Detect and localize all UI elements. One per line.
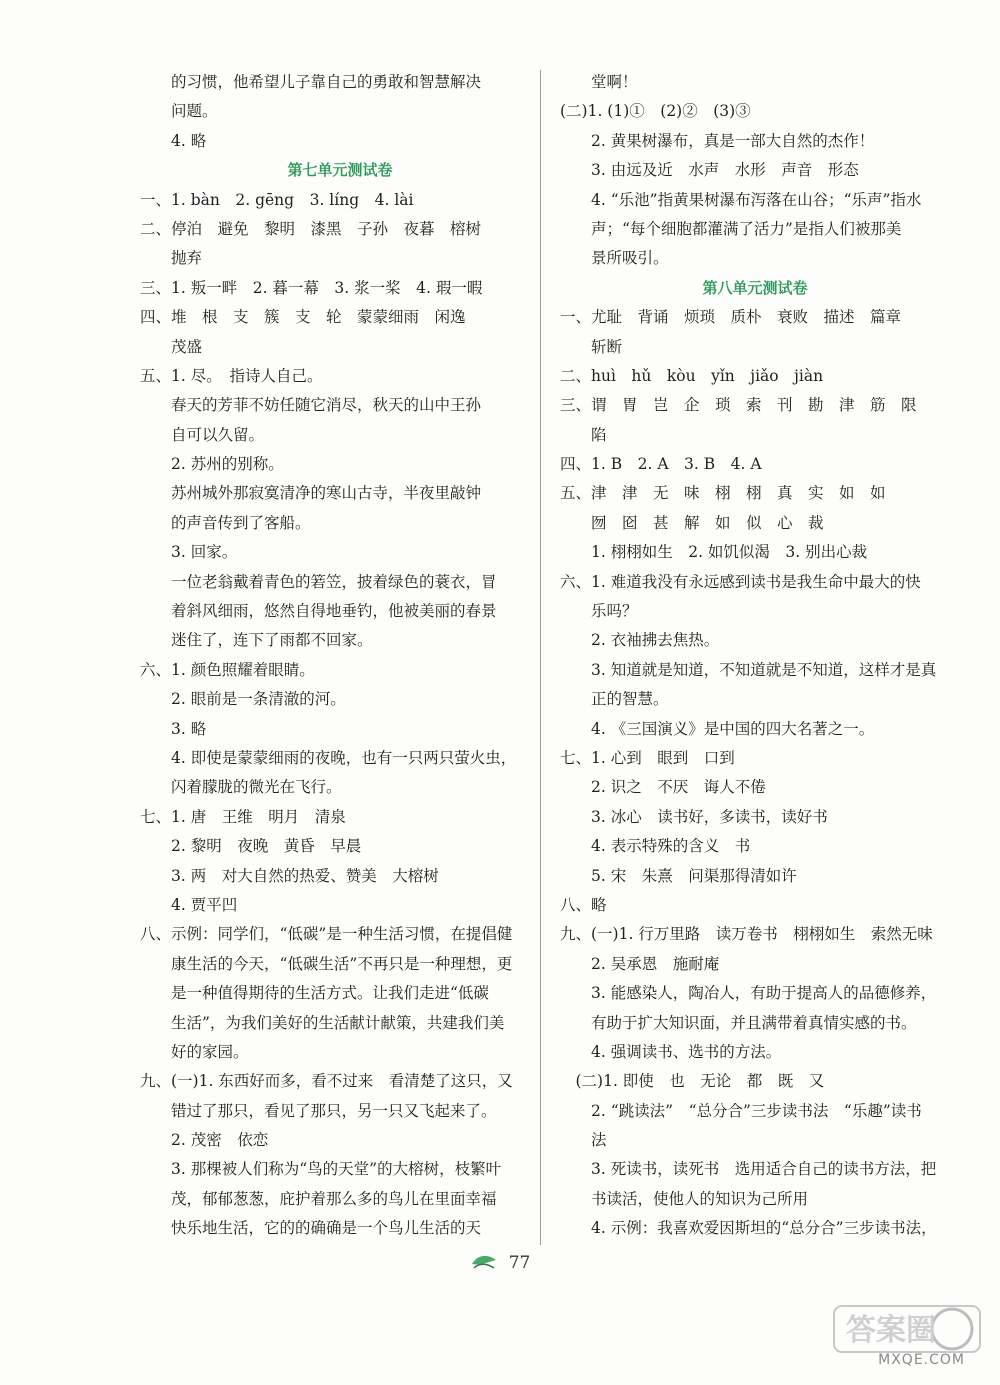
answer-line: 快乐地生活，它的的确确是一个鸟儿生活的天: [140, 1219, 482, 1238]
answer-line: 五、1. 尽。 指诗人自己。: [140, 366, 323, 385]
answer-line: 3. 冰心 读书好，多读书，读好书: [560, 807, 828, 826]
answer-line: 康生活的今天，“低碳生活”不再只是一种理想，更: [140, 954, 513, 973]
answer-line: 5. 宋 朱熹 问渠那得清如许: [560, 866, 797, 885]
answer-line: 陷: [560, 425, 607, 444]
answer-line: 3. 略: [140, 719, 207, 738]
answer-line: 4. 略: [140, 131, 207, 150]
answer-line: 六、1. 难道我没有永远感到读书是我生命中最大的快: [560, 572, 921, 591]
answer-line: 六、1. 颜色照耀着眼睛。: [140, 660, 315, 679]
answer-line: 堂啊！: [560, 73, 638, 91]
svg-text:答案圈: 答案圈: [846, 1313, 936, 1348]
answer-line: 3. 那棵被人们称为“鸟的天堂”的大榕树，枝繁叶: [140, 1160, 502, 1179]
answer-line: 九、(一)1. 行万里路 读万卷书 栩栩如生 索然无味: [560, 925, 933, 944]
answer-line: 四、堆 根 支 簇 支 轮 蒙蒙细雨 闲逸: [140, 308, 466, 327]
answer-line: 的声音传到了客船。: [140, 513, 311, 532]
answer-line: 好的家园。: [140, 1042, 249, 1061]
answer-line: 3. 由远及近 水声 水形 声音 形态: [560, 161, 859, 180]
answer-line: 二、停泊 避免 黎明 漆黑 子孙 夜暮 榕树: [140, 219, 482, 238]
answer-line: 2. 黄果树瀑布，真是一部大自然的杰作！: [560, 131, 875, 150]
watermark-url: MXQE.COM: [878, 1352, 965, 1368]
answer-line: 苏州城外那寂寞清净的寒山古寺，半夜里敲钟: [140, 484, 482, 503]
answer-line: 4. “乐池”指黄果树瀑布泻落在山谷；“乐声”指水: [560, 190, 922, 209]
answer-line: 4. 示例：我喜欢爱因斯坦的“总分合”三步读书法，: [560, 1219, 937, 1238]
answer-line: 迷住了，连下了雨都不回家。: [140, 631, 373, 650]
answer-line: 斩断: [560, 337, 623, 356]
answer-line: 一、1. bàn 2. gēng 3. líng 4. lài: [140, 190, 414, 209]
answer-line: 抛弃: [140, 249, 203, 268]
answer-line: 正的智慧。: [560, 690, 669, 709]
answer-line: 2. 茂密 依恋: [140, 1131, 269, 1150]
answer-line: 2. 吴承恩 施耐庵: [560, 954, 720, 973]
right-column: [560, 68, 950, 1244]
answer-line: 问题。: [140, 102, 218, 121]
answer-line: 七、1. 心到 眼到 口到: [560, 748, 735, 767]
answer-line: 4. 即使是蒙蒙细雨的夜晚，也有一只两只萤火虫，: [140, 748, 517, 767]
answer-line: 自可以久留。: [140, 425, 265, 444]
answer-line: 4. 强调读书、选书的方法。: [560, 1042, 782, 1061]
answer-line: 的习惯，他希望儿子靠自己的勇敢和智慧解决: [140, 73, 482, 91]
answer-line: 闪着朦胧的微光在飞行。: [140, 778, 342, 797]
answer-line: 囫 囵 甚 解 如 似 心 裁: [560, 513, 824, 532]
answer-line: 九、(一)1. 东西好而多，看不过来 看清楚了这只，又: [140, 1072, 513, 1091]
answer-line: 一位老翁戴着青色的箬笠，披着绿色的蓑衣，冒: [140, 572, 497, 591]
answer-line: 八、示例：同学们，“低碳”是一种生活习惯，在提倡健: [140, 925, 513, 944]
answer-line: 3. 能感染人，陶冶人，有助于提高人的品德修养，: [560, 984, 937, 1003]
page-footer: [0, 1252, 1000, 1274]
answer-line: 二、huì hǔ kòu yǐn jiǎo jiàn: [560, 366, 824, 385]
answer-line: 景所吸引。: [560, 249, 669, 268]
answer-line: 错过了那只，看见了那只，另一只又飞起来了。: [140, 1101, 497, 1120]
answer-line: (二)1. (1)① (2)② (3)③: [560, 102, 751, 121]
answer-line: 3. 回家。: [140, 543, 238, 562]
answer-line: 2. 苏州的别称。: [140, 455, 284, 474]
answer-line: 有助于扩大知识面，并且满带着真情实感的书。: [560, 1013, 917, 1032]
answer-line: 2. “跳读法” “总分合”三步读书法 “乐趣”读书: [560, 1101, 922, 1120]
answer-line: 七、1. 唐 王维 明月 清泉: [140, 807, 346, 826]
answer-line: 是一种值得期待的生活方式。让我们走进“低碳: [140, 984, 489, 1003]
answer-line: 春天的芳菲不妨任随它消尽，秋天的山中王孙: [140, 396, 482, 415]
answer-line: 书读活，使他人的知识为己所用: [560, 1189, 809, 1208]
answer-line: 生活”，为我们美好的生活献计献策，共建我们美: [140, 1013, 505, 1032]
answer-line: 3. 知道就是知道，不知道就是不知道，这样才是真: [560, 660, 937, 679]
answer-line: 茂，郁郁葱葱，庇护着那么多的鸟儿在里面幸福: [140, 1189, 497, 1208]
section-heading: 第七单元测试卷: [287, 161, 393, 180]
answer-line: 3. 两 对大自然的热爱、赞美 大榕树: [140, 866, 439, 885]
answer-line: 八、略: [560, 895, 607, 914]
left-column: [140, 68, 540, 1244]
page-number: 77: [508, 1253, 531, 1273]
answer-line: 三、1. 叛一畔 2. 暮一幕 3. 浆一桨 4. 瑕一暇: [140, 278, 483, 297]
answer-line: 2. 黎明 夜晚 黄昏 早晨: [140, 837, 362, 856]
answer-line: 乐吗？: [560, 602, 638, 621]
answer-line: 4. 贾平凹: [140, 895, 238, 914]
section-heading: 第八单元测试卷: [702, 278, 808, 297]
answer-line: 声；“每个细胞都灌满了活力”是指人们被那美: [560, 219, 902, 238]
answer-line: 法: [560, 1131, 607, 1150]
answer-line: 4. 《三国演义》是中国的四大名著之一。: [560, 719, 875, 738]
answer-line: 茂盛: [140, 337, 203, 356]
answer-line: 四、1. B 2. A 3. B 4. A: [560, 455, 762, 474]
answer-line: 2. 衣袖拂去焦热。: [560, 631, 720, 650]
answer-line: 三、谓 胃 岂 企 琐 索 刊 勘 津 筋 限: [560, 396, 917, 415]
leaf-ornament-icon: [470, 1252, 498, 1274]
column-divider: [540, 70, 541, 1245]
answer-line: 五、津 津 无 味 栩 栩 真 实 如 如: [560, 484, 886, 503]
answer-line: 2. 眼前是一条清澈的河。: [140, 690, 346, 709]
answer-line: 1. 栩栩如生 2. 如饥似渴 3. 别出心裁: [560, 543, 868, 562]
answer-line: 2. 识之 不厌 诲人不倦: [560, 778, 766, 797]
answer-line: 4. 表示特殊的含义 书: [560, 837, 751, 856]
answer-line: 一、尤耻 背诵 烦琐 质朴 衰败 描述 篇章: [560, 308, 902, 327]
answer-line: 3. 死读书，读死书 选用适合自己的读书方法，把: [560, 1160, 937, 1179]
answer-line: 着斜风细雨，悠然自得地垂钓，他被美丽的春景: [140, 602, 497, 621]
answer-line: (二)1. 即使 也 无论 都 既 又: [560, 1072, 825, 1091]
